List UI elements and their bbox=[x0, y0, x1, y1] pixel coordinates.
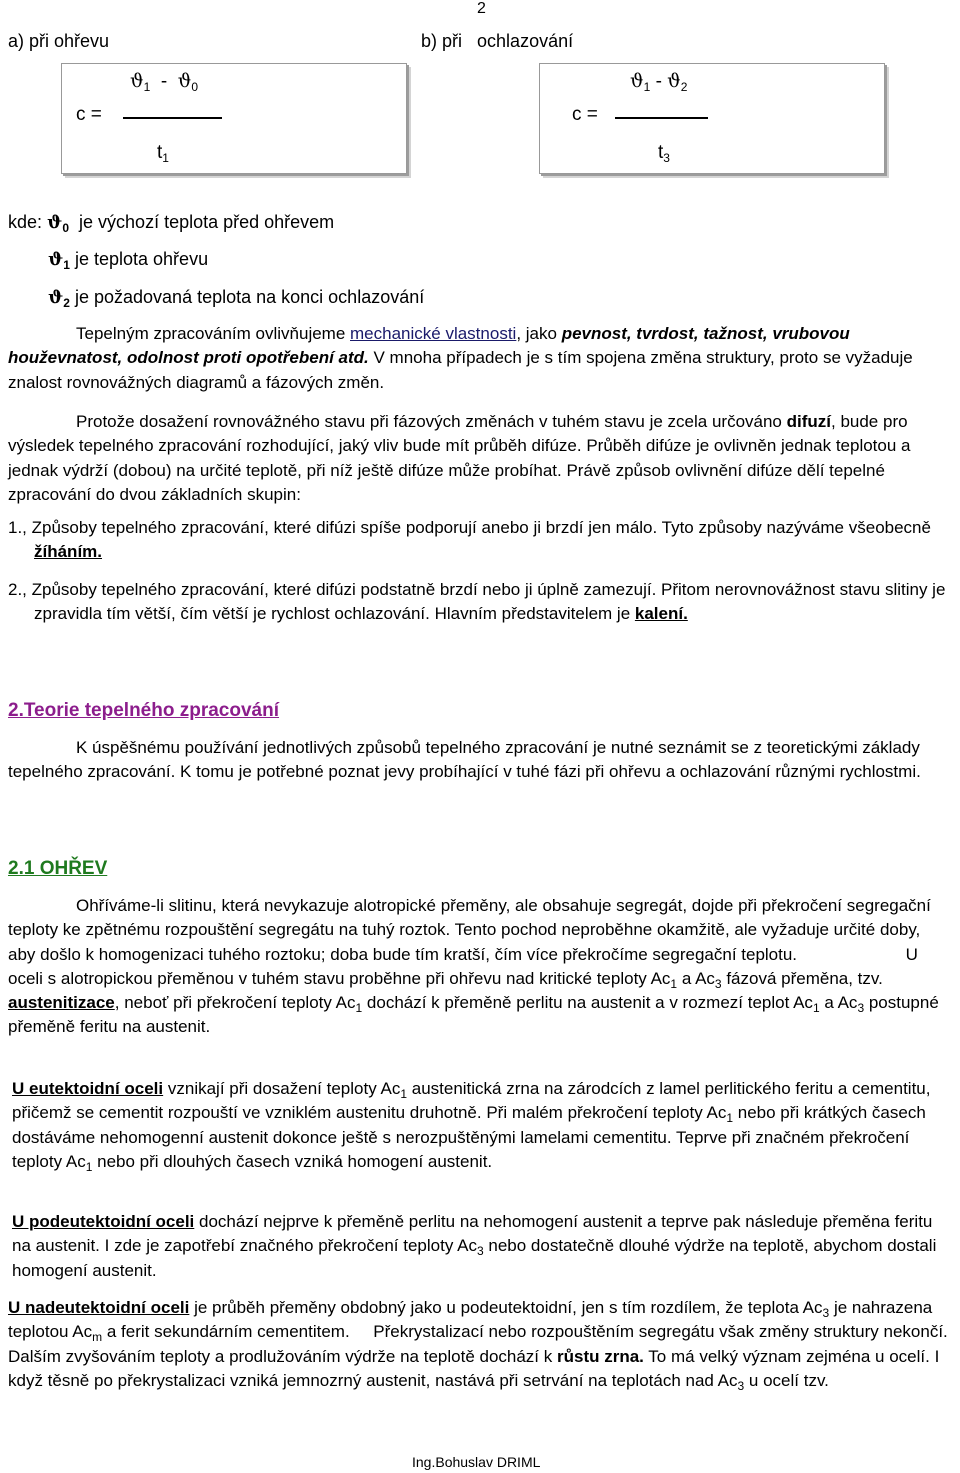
formula-a-fraction-line bbox=[123, 117, 222, 119]
footer-author: Ing.Bohuslav DRIML bbox=[412, 1454, 541, 1470]
paragraph-theory: K úspěšnému používání jednotlivých způsobů tepelného zpracování je nutné seznámit se z teoretickými základy tepelného zpracování. K tomu je potřebné poznat jevy probíhající v tuhé fázi při ohřevu a ochlazování různými rychlostmi. bbox=[8, 738, 921, 782]
mechanical-properties-link[interactable]: mechanické vlastnosti bbox=[350, 324, 517, 343]
section-heading-theory: 2.Teorie tepelného zpracování bbox=[8, 700, 280, 721]
paragraph-diffusion: Protože dosažení rovnovážného stavu při fázových změnách v tuhém stavu je zcela určováno difuzí, bude pro výsledek tepelného zpracování rozhodující, jaký vliv bude mít průběh difúze. Průběh difúze je ovlivněn jednak teplotou a jednak výdrží (dobou) na určité teplotě, při níž ještě difúze může probíhat. Právě způsob ovlivnění difúze dělí tepelné zpracování do dvou základních skupin: bbox=[8, 412, 911, 504]
list-item-annealing: 1., Způsoby tepelného zpracování, které difúzi spíše podporují anebo ji brzdí jen málo. Tyto způsoby nazýváme všeobecně žíháním. bbox=[8, 518, 931, 562]
definition-theta0: kde: $ϑ_0$ je výchozí teplota před ohřevem bbox=[8, 212, 335, 235]
formula-b-box bbox=[539, 63, 885, 174]
list-item-hardening: 2., Způsoby tepelného zpracování, které difúzi podstatně brzdí nebo ji úplně zamezují. Přitom nerovnovážnost stavu slitiny je zpravidla tím větší, čím větší je rychlost ochlazování. Hlavním představitelem je kalení. bbox=[8, 580, 946, 624]
definition-theta1: $ϑ_1$ je teplota ohřevu bbox=[48, 249, 209, 272]
formula-b-fraction-line bbox=[615, 117, 708, 119]
formula-b-denominator: $t_3$ bbox=[658, 142, 670, 165]
formula-a-label: a) při ohřevu bbox=[8, 31, 110, 51]
formula-a-numerator: $ϑ_1 - ϑ_0$ bbox=[130, 70, 199, 94]
paragraph-eutectoid: U eutektoidní oceli vznikají při dosažení teploty $Ac_1$ austenitická zrna na zárodcích z lamel perlitického feritu a cementitu, přičemž se cementit rozpouští ve vzniklém austenitu druhotně. Při malém překročení teploty $Ac_1$ nebo při krátkých časech dostáváme nehomogenní austenit dokonce ještě s nerozpuštěnými lamelami cementitu. Teprve při značném překročení teploty $Ac_1$ nebo při dlouhých časech vzniká homogení austenit. bbox=[12, 1079, 931, 1174]
formula-b-label: b) při ochlazování bbox=[421, 31, 574, 51]
paragraph-hypoeutectoid: U podeutektoidní oceli dochází nejprve k přeměně perlitu na nehomogení austenit a teprve pak následuje přeměna feritu na austenit. I zde je zapotřebí značného překročení teploty $Ac_3$ nebo dostatečně dlouhé výdrže na teplotě, abychom dostali homogení austenit. bbox=[12, 1212, 937, 1280]
formula-a-c: c = bbox=[76, 104, 102, 125]
page-number: 2 bbox=[477, 0, 486, 17]
formula-b-numerator: $ϑ_1 - ϑ_2$ bbox=[630, 70, 688, 94]
paragraph-hypereutectoid: U nadeutektoidní oceli je průběh přeměny obdobný jako u podeutektoidní, jen s tím rozdílem, že teplota $Ac_3$ je nahrazena teplotou $Ac_m$ a ferit sekundárním cementitem. Překrystalizací nebo rozpouštěním segregátu však změny struktury nekončí. Dalším zvyšováním teploty a prodlužováním výdrže na teplotě dochází k růstu zrna. To má velký význam zejména u ocelí. I když těsně po překrystalizaci vzniká jemnozrný austenit, nastává při setrvání na teplotách nad $Ac_3$ u ocelí tzv. bbox=[8, 1298, 948, 1393]
formula-a-box bbox=[61, 63, 407, 174]
formula-a-denominator: $t_1$ bbox=[157, 142, 169, 165]
section-heading-heating: 2.1 OHŘEV bbox=[8, 858, 108, 879]
definition-theta2: $ϑ_2$ je požadovaná teplota na konci ochlazování bbox=[48, 287, 425, 310]
paragraph-heating: Ohříváme-li slitinu, která nevykazuje alotropické přeměny, ale obsahuje segregát, dojde při překročení segregační teploty ke zpětnému rozpouštění segregátu na tuhý roztok. Tento pochod neproběhne okamžitě, ale vyžaduje určité doby, aby došlo k homogenizaci tuhého roztoku; doba bude tím kratší, čím více překročíme segregační teplotu. U oceli s alotropickou přeměnou v tuhém stavu proběhne při ohřevu nad kritické teploty $Ac_1$ a $Ac_3$ fázová přeměna, tzv. austenitizace, neboť při překročení teploty $Ac_1$ dochází k přeměně perlitu na austenit a v rozmezí teplot $Ac_1$ a $Ac_3$ postupné přeměně feritu na austenit. bbox=[8, 896, 939, 1037]
formula-b-c: c = bbox=[572, 104, 598, 125]
paragraph-properties: Tepelným zpracováním ovlivňujeme mechanické vlastnosti, jako pevnost, tvrdost, tažnost, vrubovou houževnatost, odolnost proti opotřebení atd. V mnoha případech je s tím spojena změna struktury, proto se vyžaduje znalost rovnovážných diagramů a fázových změn. bbox=[8, 324, 913, 392]
